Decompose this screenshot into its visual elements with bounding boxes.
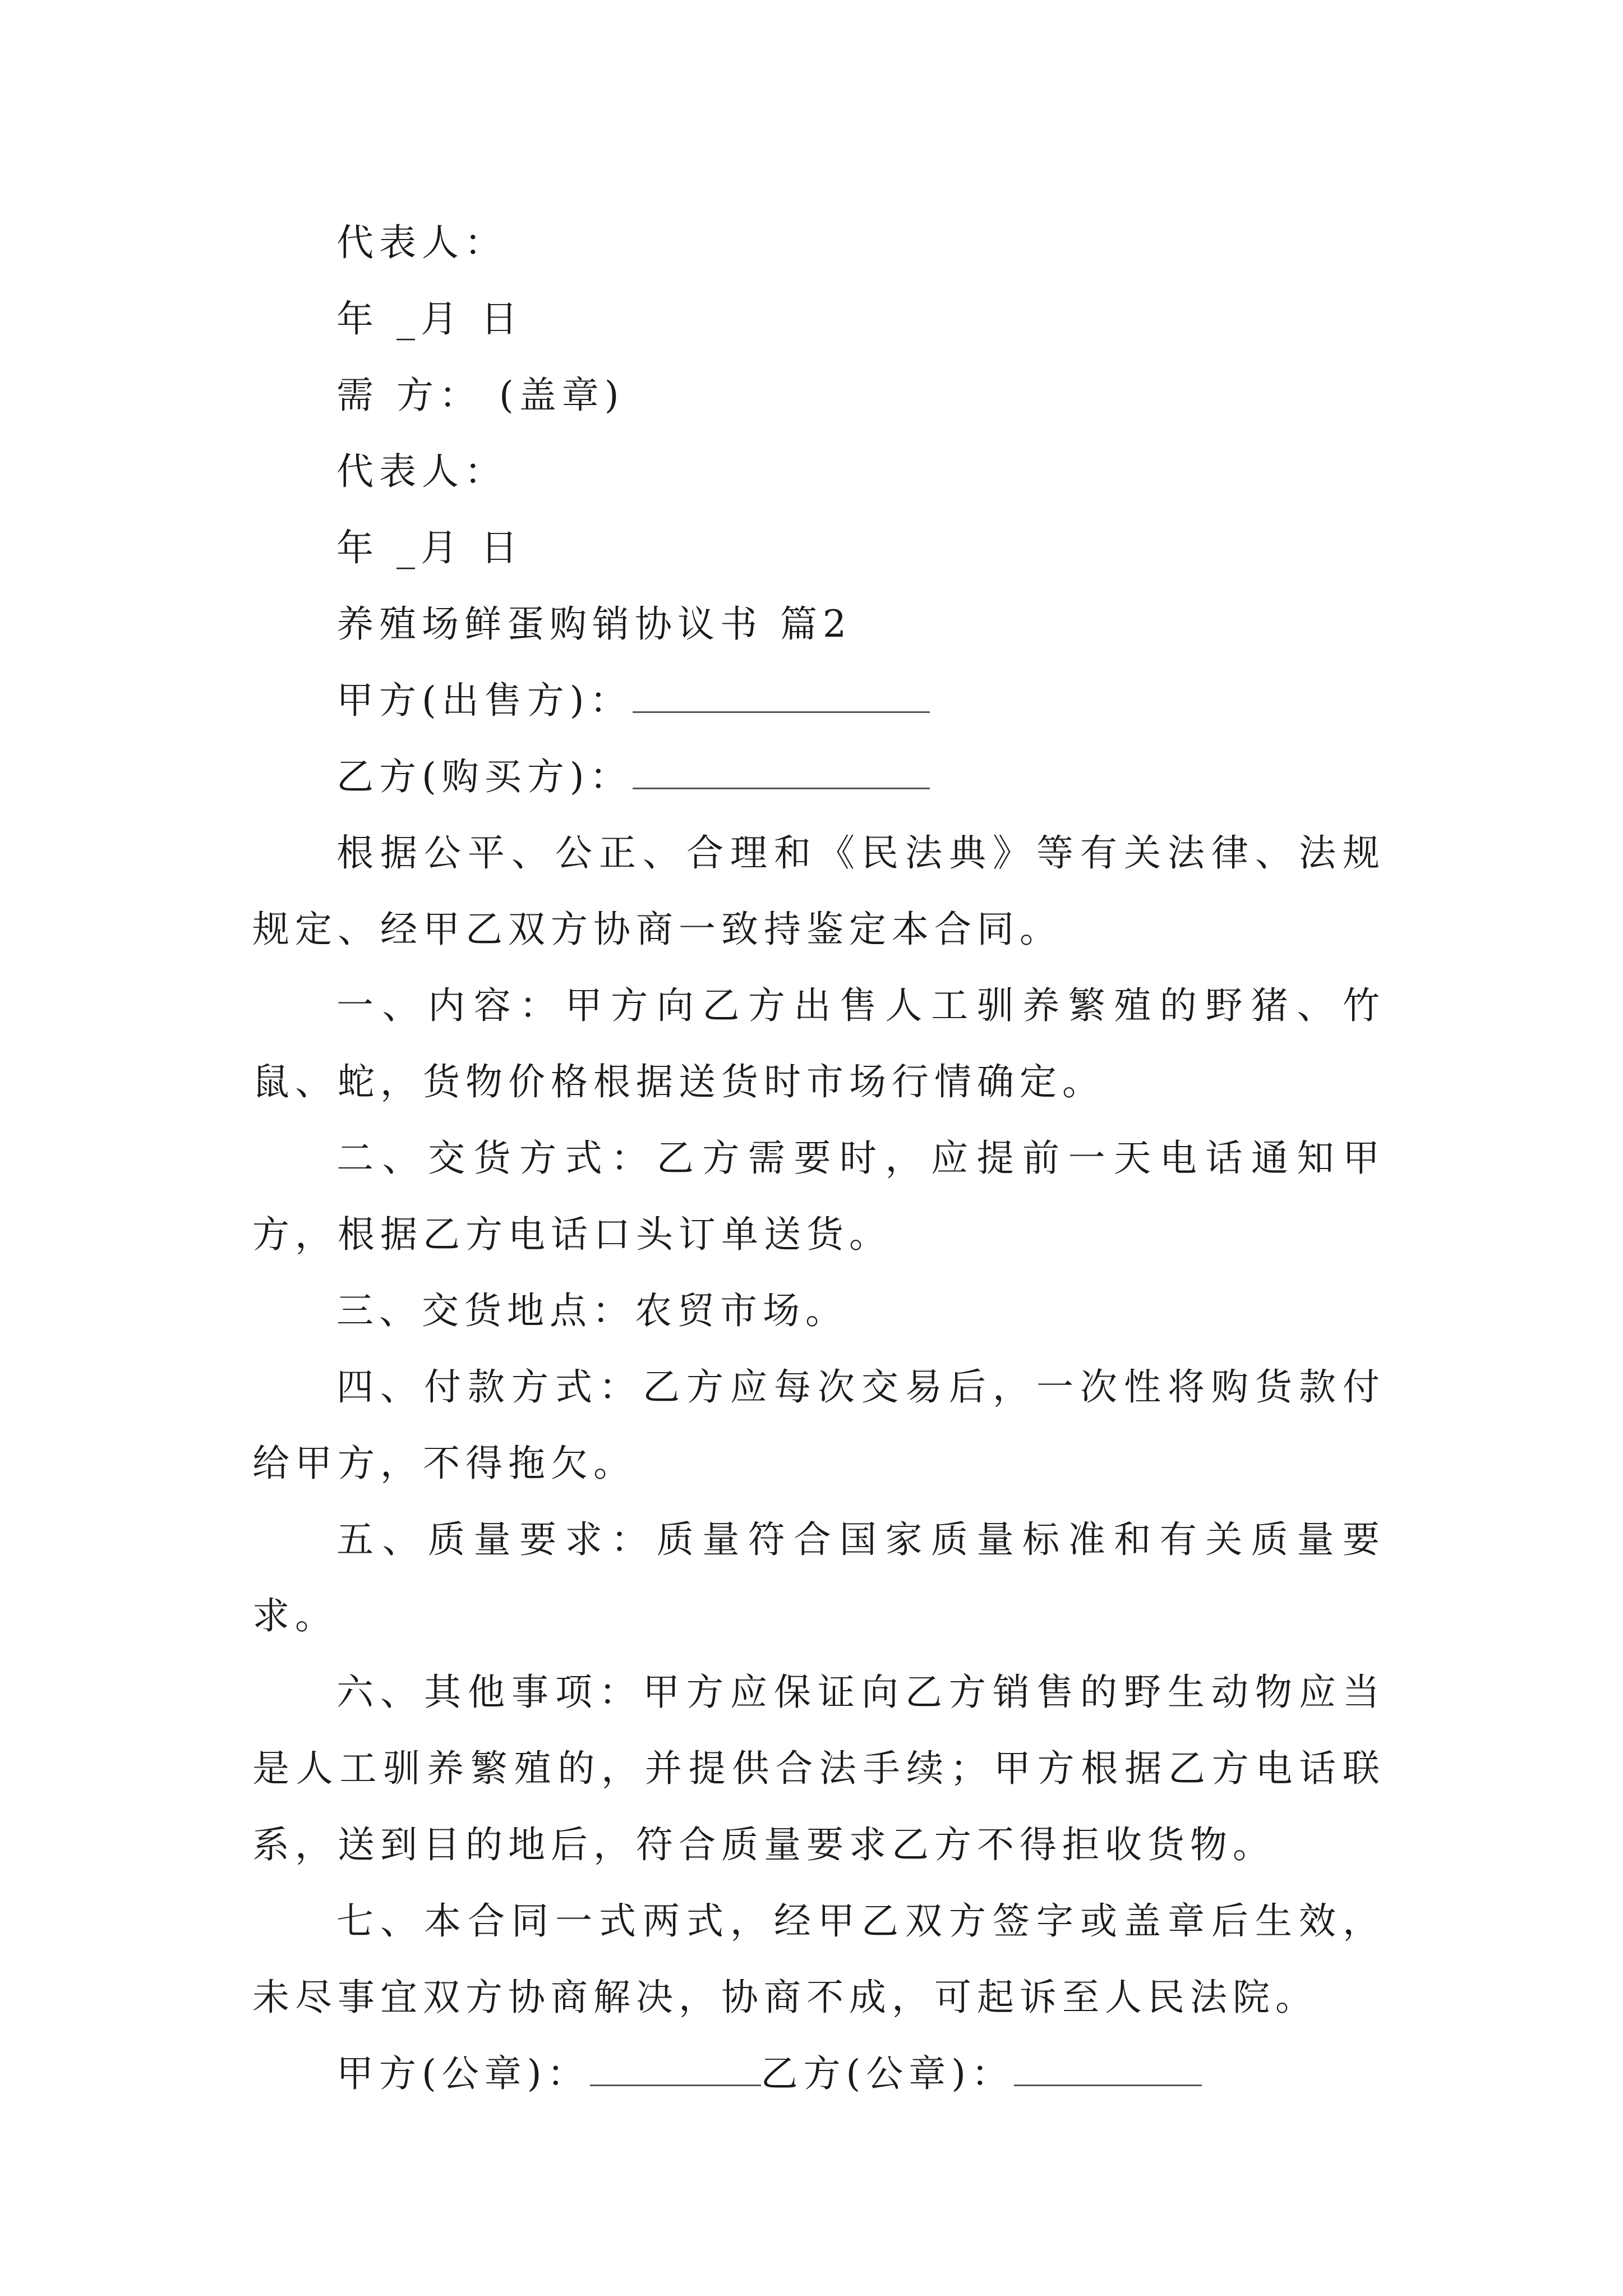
representative-line-2: 代表人： <box>336 450 507 493</box>
party-a-seal-blank <box>590 2045 761 2086</box>
date-line: 年 _月 日 <box>336 297 523 341</box>
clause-7: 七、本合同一式两式，经甲乙双方签字或盖章后生效，未尽事宜双方协商解决，协商不成，可起诉至人民法院。 <box>252 1899 1385 2019</box>
signature-line <box>252 2036 1385 2112</box>
party-a-label: 甲方(出售方)： <box>336 679 633 722</box>
clause-6: 六、其他事项：甲方应保证向乙方销售的野生动物应当是人工驯养繁殖的，并提供合法手续；甲方根据乙方电话联系，送到目的地后，符合质量要求乙方不得拒收货物。 <box>252 1671 1385 1866</box>
representative-line: 代表人： <box>336 221 507 264</box>
party-b-blank <box>633 748 930 789</box>
intro-paragraph: 根据公平、公正、合理和《民法典》等有关法律、法规规定、经甲乙双方协商一致持鉴定本合同。 <box>252 831 1385 951</box>
date-line-2: 年 _月 日 <box>336 526 523 569</box>
buyer-seal-line: 需 方： (盖章) <box>336 374 625 417</box>
party-a-line <box>252 662 1385 739</box>
clause-4: 四、付款方式：乙方应每次交易后，一次性将购货款付给甲方，不得拖欠。 <box>252 1365 1385 1485</box>
clause-1: 一、内容：甲方向乙方出售人工驯养繁殖的野猪、竹鼠、蛇，货物价格根据送货时市场行情确定。 <box>252 984 1385 1103</box>
party-b-seal-label: 乙方(公章)： <box>760 2052 1014 2095</box>
party-a-blank <box>633 672 930 713</box>
party-a-seal-label: 甲方(公章)： <box>336 2052 590 2095</box>
party-b-label: 乙方(购买方)： <box>336 755 633 798</box>
party-b-seal-blank <box>1014 2045 1202 2086</box>
document-body <box>252 205 1385 2112</box>
section-title: 养殖场鲜蛋购销协议书 篇2 <box>336 602 852 646</box>
clause-3: 三、交货地点：农贸市场。 <box>336 1289 848 1332</box>
clause-2: 二、交货方式：乙方需要时，应提前一天电话通知甲方，根据乙方电话口头订单送货。 <box>252 1137 1385 1256</box>
clause-5: 五、质量要求：质量符合国家质量标准和有关质量要求。 <box>252 1518 1385 1637</box>
party-b-line <box>252 739 1385 815</box>
